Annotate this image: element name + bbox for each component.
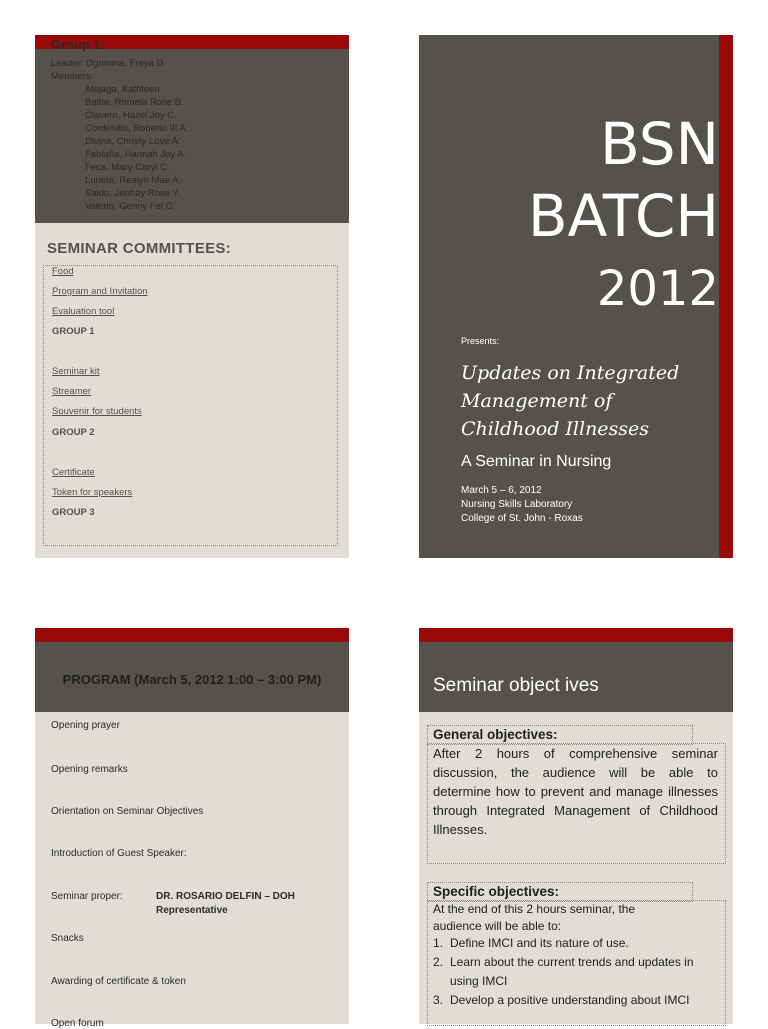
cover-title-line1: BSN [600, 110, 719, 178]
list-number: 1. [433, 936, 444, 950]
committee-item: Seminar kit [52, 366, 100, 377]
program-item: Opening prayer [51, 720, 120, 731]
committee-item: Token for speakers [52, 487, 133, 498]
member-item: Baltar, Romela Rose B. [85, 97, 184, 108]
committee-group-label: GROUP 1 [52, 326, 95, 337]
program-item: Orientation on Seminar Objectives [51, 806, 204, 817]
seminar-subtitle: A Seminar in Nursing [461, 453, 612, 470]
program-header [35, 642, 349, 712]
cover-title-line3: 2012 [596, 261, 719, 317]
list-number: 2. [433, 955, 444, 969]
member-item: Divina, Christy Love A. [85, 136, 181, 147]
committees-box [43, 265, 338, 546]
member-item: Luneta, Realyn Mae A. [85, 175, 182, 186]
specific-objectives-heading: Specific objectives: [433, 884, 560, 899]
committees-title: SEMINAR COMMITTEES: [47, 240, 232, 257]
seminar-school: College of St. John - Roxas [461, 513, 583, 524]
program-item: Opening remarks [51, 764, 128, 775]
program-title: PROGRAM (March 5, 2012 1:00 – 3:00 PM) [62, 672, 322, 687]
member-item: Alejaga, Kathleen [85, 84, 160, 95]
members-list [85, 83, 189, 213]
seminar-date: March 5 – 6, 2012 [461, 485, 542, 496]
program-item: Open forum [51, 1018, 104, 1029]
member-item: Valerio, Genny Fel C. [85, 201, 176, 212]
committee-item: Program and Invitation [52, 286, 148, 297]
program-panel [35, 628, 349, 1029]
committee-item: Evaluation tool [52, 306, 115, 317]
specific-objective-item [433, 934, 718, 953]
committee-item: Souvenir for students [52, 406, 142, 417]
member-item: Feca, Mary Caryl C. [85, 162, 170, 173]
list-number: 3. [433, 993, 444, 1007]
specific-objective-text: Develop a positive understanding about IMCI [450, 993, 690, 1007]
specific-objectives-list [433, 934, 718, 1010]
member-item: Saldo, Jebhay Rose Y. [85, 188, 181, 199]
member-item: Clavero, Hazel Joy C. [85, 110, 177, 121]
objectives-accent-bar [419, 628, 733, 642]
cover-panel [419, 35, 733, 558]
cover-accent-bar [719, 35, 733, 558]
member-item: Cordenillo, Roberto III A. [85, 123, 189, 134]
objectives-panel [419, 628, 733, 1024]
committee-group-label: GROUP 3 [52, 507, 95, 518]
members-label: Members: [51, 71, 94, 82]
specific-objective-text: Learn about the current trends and updates in using IMCI [450, 955, 694, 988]
specific-objective-text: Define IMCI and its nature of use. [450, 936, 629, 950]
general-objectives-text: After 2 hours of comprehensive seminar discussion, the audience will be able to determine how to prevent and manage illnesses through Integrated Management of Childhood Illnesses. [433, 746, 718, 837]
committee-item: Certificate [52, 467, 95, 478]
committees-panel [35, 223, 349, 558]
program-accent-bar [35, 628, 349, 642]
presents-label: Presents: [461, 336, 500, 346]
program-item: Snacks [51, 933, 84, 944]
general-objectives-heading: General objectives: [433, 727, 558, 742]
program-item: Awarding of certificate & token [51, 976, 186, 987]
specific-objectives-intro: At the end of this 2 hours seminar, the audience will be able to: [433, 902, 636, 933]
member-item: Fabiaña, Hannah Joy A. [85, 149, 187, 160]
specific-objective-item [433, 991, 718, 1010]
seminar-venue: Nursing Skills Laboratory [461, 499, 573, 510]
cover-title-line2: BATCH [527, 182, 719, 250]
seminar-title: Updates on Integrated Management of Childhood Illnesses [461, 362, 680, 440]
committee-item: Streamer [52, 386, 92, 397]
program-item: Seminar proper: [51, 891, 123, 902]
group-panel [35, 35, 349, 223]
committee-group-label: GROUP 2 [52, 427, 95, 438]
group-title: Group 1: [51, 37, 106, 52]
objectives-header [419, 642, 733, 712]
committee-item: Food [52, 266, 74, 277]
guest-speaker: DR. ROSARIO DELFIN – DOH Representative [156, 891, 295, 916]
objectives-title: Seminar object ives [433, 675, 599, 696]
program-item: Introduction of Guest Speaker: [51, 848, 187, 859]
group-leader: Leader: Ogrimina, Freya D. [51, 58, 167, 69]
specific-objective-item [433, 953, 718, 991]
